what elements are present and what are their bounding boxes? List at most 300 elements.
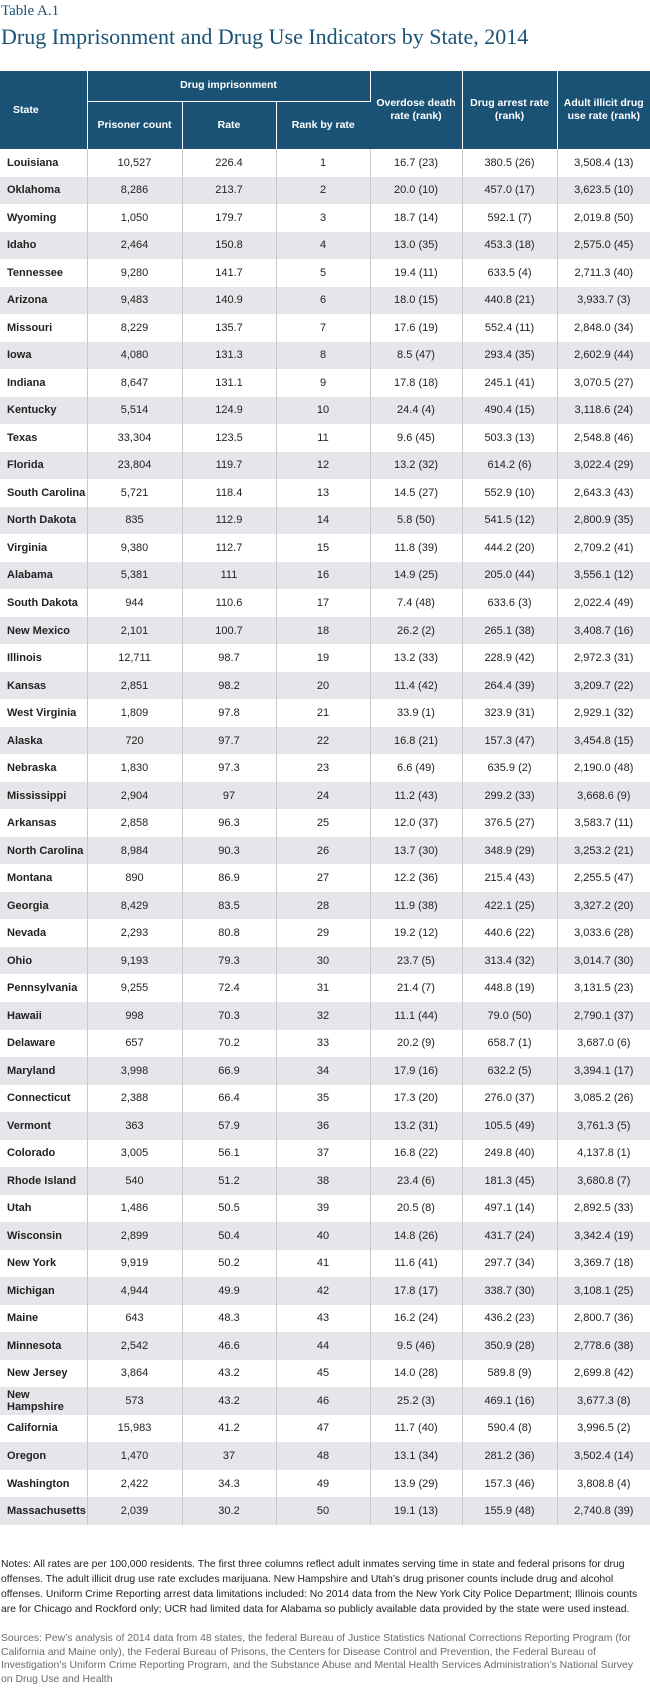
cell-state: Washington (0, 1470, 87, 1498)
cell-overdose: 12.2 (36) (370, 864, 462, 892)
header-drug-imprisonment: Drug imprisonment (87, 71, 370, 101)
cell-rate: 83.5 (182, 892, 276, 920)
cell-state: South Dakota (0, 589, 87, 617)
cell-state: Mississippi (0, 782, 87, 810)
cell-rank: 3 (276, 204, 370, 232)
cell-rank: 30 (276, 947, 370, 975)
cell-illicit: 3,556.1 (12) (557, 562, 650, 590)
cell-illicit: 2,740.8 (39) (557, 1497, 650, 1525)
cell-state: Connecticut (0, 1085, 87, 1113)
cell-rate: 46.6 (182, 1332, 276, 1360)
cell-state: Missouri (0, 314, 87, 342)
cell-illicit: 3,118.6 (24) (557, 397, 650, 425)
cell-rank: 6 (276, 287, 370, 315)
cell-arrest: 436.2 (23) (462, 1305, 557, 1333)
cell-state: Delaware (0, 1030, 87, 1058)
cell-rank: 29 (276, 919, 370, 947)
cell-arrest: 469.1 (16) (462, 1387, 557, 1415)
cell-overdose: 20.5 (8) (370, 1195, 462, 1223)
cell-rate: 98.2 (182, 672, 276, 700)
cell-state: Nebraska (0, 754, 87, 782)
cell-rank: 14 (276, 507, 370, 535)
table-row (0, 1195, 650, 1223)
cell-illicit: 2,778.6 (38) (557, 1332, 650, 1360)
cell-arrest: 215.4 (43) (462, 864, 557, 892)
cell-state: Texas (0, 424, 87, 452)
cell-illicit: 2,800.7 (36) (557, 1305, 650, 1333)
cell-rate: 97.8 (182, 699, 276, 727)
cell-prisoner-count: 1,470 (87, 1442, 182, 1470)
cell-overdose: 21.4 (7) (370, 974, 462, 1002)
cell-rate: 30.2 (182, 1497, 276, 1525)
cell-illicit: 3,342.4 (19) (557, 1222, 650, 1250)
cell-arrest: 592.1 (7) (462, 204, 557, 232)
table-row (0, 1277, 650, 1305)
cell-overdose: 13.0 (35) (370, 232, 462, 260)
cell-illicit: 2,602.9 (44) (557, 342, 650, 370)
table-row (0, 369, 650, 397)
cell-rate: 141.7 (182, 259, 276, 287)
cell-rank: 16 (276, 562, 370, 590)
cell-state: Maine (0, 1305, 87, 1333)
cell-rate: 97 (182, 782, 276, 810)
cell-illicit: 3,454.8 (15) (557, 727, 650, 755)
cell-prisoner-count: 10,527 (87, 149, 182, 177)
cell-prisoner-count: 1,050 (87, 204, 182, 232)
cell-rank: 17 (276, 589, 370, 617)
cell-rank: 19 (276, 644, 370, 672)
cell-state: Hawaii (0, 1002, 87, 1030)
table-row (0, 287, 650, 315)
table-row (0, 1305, 650, 1333)
cell-arrest: 299.2 (33) (462, 782, 557, 810)
header-prisoner-count: Prisoner count (87, 101, 182, 149)
table-row (0, 1497, 650, 1525)
table-row (0, 1085, 650, 1113)
cell-overdose: 11.2 (43) (370, 782, 462, 810)
cell-rank: 41 (276, 1250, 370, 1278)
cell-illicit: 2,022.4 (49) (557, 589, 650, 617)
cell-state: Virginia (0, 534, 87, 562)
cell-rank: 33 (276, 1030, 370, 1058)
cell-rate: 123.5 (182, 424, 276, 452)
table-row (0, 314, 650, 342)
cell-arrest: 281.2 (36) (462, 1442, 557, 1470)
cell-arrest: 276.0 (37) (462, 1085, 557, 1113)
table-row (0, 974, 650, 1002)
cell-prisoner-count: 2,851 (87, 672, 182, 700)
cell-rate: 80.8 (182, 919, 276, 947)
cell-rank: 28 (276, 892, 370, 920)
cell-rank: 11 (276, 424, 370, 452)
cell-prisoner-count: 33,304 (87, 424, 182, 452)
cell-illicit: 3,014.7 (30) (557, 947, 650, 975)
cell-illicit: 3,394.1 (17) (557, 1057, 650, 1085)
cell-illicit: 3,502.4 (14) (557, 1442, 650, 1470)
cell-overdose: 11.7 (40) (370, 1415, 462, 1443)
cell-prisoner-count: 3,864 (87, 1360, 182, 1388)
cell-state: Minnesota (0, 1332, 87, 1360)
cell-arrest: 633.6 (3) (462, 589, 557, 617)
cell-prisoner-count: 3,998 (87, 1057, 182, 1085)
cell-illicit: 2,575.0 (45) (557, 232, 650, 260)
cell-state: Michigan (0, 1277, 87, 1305)
cell-rank: 1 (276, 149, 370, 177)
cell-prisoner-count: 573 (87, 1387, 182, 1415)
header-illicit: Adult illicit drug use rate (rank) (557, 71, 650, 149)
cell-rank: 20 (276, 672, 370, 700)
cell-overdose: 20.0 (10) (370, 177, 462, 205)
cell-rank: 7 (276, 314, 370, 342)
cell-prisoner-count: 8,229 (87, 314, 182, 342)
cell-prisoner-count: 23,804 (87, 452, 182, 480)
cell-arrest: 448.8 (19) (462, 974, 557, 1002)
cell-rank: 43 (276, 1305, 370, 1333)
cell-illicit: 3,408.7 (16) (557, 617, 650, 645)
cell-overdose: 13.7 (30) (370, 837, 462, 865)
cell-overdose: 14.8 (26) (370, 1222, 462, 1250)
cell-rate: 97.3 (182, 754, 276, 782)
table-row (0, 232, 650, 260)
cell-illicit: 2,800.9 (35) (557, 507, 650, 535)
header-arrest: Drug arrest rate (rank) (462, 71, 557, 149)
table-row (0, 1470, 650, 1498)
cell-state: Georgia (0, 892, 87, 920)
cell-overdose: 14.5 (27) (370, 479, 462, 507)
cell-arrest: 614.2 (6) (462, 452, 557, 480)
cell-rate: 56.1 (182, 1140, 276, 1168)
cell-state: Oklahoma (0, 177, 87, 205)
cell-state: New Mexico (0, 617, 87, 645)
table-row (0, 424, 650, 452)
cell-rate: 112.9 (182, 507, 276, 535)
cell-rank: 34 (276, 1057, 370, 1085)
cell-prisoner-count: 15,983 (87, 1415, 182, 1443)
header-state: State (0, 71, 87, 149)
cell-overdose: 14.0 (28) (370, 1360, 462, 1388)
table-row (0, 1250, 650, 1278)
cell-state: Maryland (0, 1057, 87, 1085)
cell-state: Wyoming (0, 204, 87, 232)
cell-overdose: 17.6 (19) (370, 314, 462, 342)
cell-prisoner-count: 2,899 (87, 1222, 182, 1250)
cell-illicit: 3,327.2 (20) (557, 892, 650, 920)
cell-rate: 97.7 (182, 727, 276, 755)
cell-rank: 38 (276, 1167, 370, 1195)
cell-arrest: 422.1 (25) (462, 892, 557, 920)
cell-illicit: 3,808.8 (4) (557, 1470, 650, 1498)
cell-arrest: 635.9 (2) (462, 754, 557, 782)
table-header (0, 71, 650, 149)
cell-overdose: 8.5 (47) (370, 342, 462, 370)
cell-arrest: 249.8 (40) (462, 1140, 557, 1168)
cell-prisoner-count: 9,280 (87, 259, 182, 287)
cell-rank: 21 (276, 699, 370, 727)
cell-illicit: 3,583.7 (11) (557, 809, 650, 837)
cell-arrest: 155.9 (48) (462, 1497, 557, 1525)
cell-rank: 48 (276, 1442, 370, 1470)
cell-rank: 4 (276, 232, 370, 260)
cell-arrest: 338.7 (30) (462, 1277, 557, 1305)
cell-prisoner-count: 8,647 (87, 369, 182, 397)
table-row (0, 1057, 650, 1085)
cell-state: Kansas (0, 672, 87, 700)
cell-illicit: 3,108.1 (25) (557, 1277, 650, 1305)
cell-illicit: 3,070.5 (27) (557, 369, 650, 397)
cell-rank: 42 (276, 1277, 370, 1305)
cell-state: Montana (0, 864, 87, 892)
cell-arrest: 245.1 (41) (462, 369, 557, 397)
cell-illicit: 2,643.3 (43) (557, 479, 650, 507)
table-row (0, 1415, 650, 1443)
cell-overdose: 12.0 (37) (370, 809, 462, 837)
cell-rank: 35 (276, 1085, 370, 1113)
cell-overdose: 11.4 (42) (370, 672, 462, 700)
cell-arrest: 497.1 (14) (462, 1195, 557, 1223)
cell-overdose: 17.9 (16) (370, 1057, 462, 1085)
cell-illicit: 2,848.0 (34) (557, 314, 650, 342)
cell-state: Pennsylvania (0, 974, 87, 1002)
cell-illicit: 3,508.4 (13) (557, 149, 650, 177)
cell-state: Rhode Island (0, 1167, 87, 1195)
table-row (0, 1332, 650, 1360)
cell-state: Arizona (0, 287, 87, 315)
cell-state: Ohio (0, 947, 87, 975)
cell-prisoner-count: 4,080 (87, 342, 182, 370)
cell-state: North Dakota (0, 507, 87, 535)
table-row (0, 452, 650, 480)
cell-overdose: 16.8 (21) (370, 727, 462, 755)
cell-overdose: 19.4 (11) (370, 259, 462, 287)
cell-overdose: 11.6 (41) (370, 1250, 462, 1278)
cell-rank: 36 (276, 1112, 370, 1140)
cell-prisoner-count: 9,919 (87, 1250, 182, 1278)
sources: Sources: Pew’s analysis of 2014 data from 48 states, the federal Bureau of Justice Statistics National Corrections Reporting Program (for California and Maine only), the Federal Bureau of Prisons, the Centers for Disease Control and Prevention, the Federal Bureau of Investigation’s Uniform Crime Reporting Program, and the Substance Abuse and Mental Health Services Administration’s National Survey on Drug Use and Health (1, 1633, 634, 1685)
cell-illicit: 3,022.4 (29) (557, 452, 650, 480)
cell-illicit: 3,253.2 (21) (557, 837, 650, 865)
cell-prisoner-count: 363 (87, 1112, 182, 1140)
cell-prisoner-count: 835 (87, 507, 182, 535)
cell-rate: 112.7 (182, 534, 276, 562)
cell-arrest: 293.4 (35) (462, 342, 557, 370)
cell-overdose: 7.4 (48) (370, 589, 462, 617)
cell-overdose: 11.8 (39) (370, 534, 462, 562)
cell-overdose: 23.4 (6) (370, 1167, 462, 1195)
cell-state: Nevada (0, 919, 87, 947)
cell-state: South Carolina (0, 479, 87, 507)
cell-state: New Jersey (0, 1360, 87, 1388)
cell-rank: 47 (276, 1415, 370, 1443)
cell-rate: 66.4 (182, 1085, 276, 1113)
table-row (0, 397, 650, 425)
cell-rate: 41.2 (182, 1415, 276, 1443)
cell-state: West Virginia (0, 699, 87, 727)
cell-overdose: 18.7 (14) (370, 204, 462, 232)
cell-state: Kentucky (0, 397, 87, 425)
cell-rank: 9 (276, 369, 370, 397)
cell-overdose: 13.1 (34) (370, 1442, 462, 1470)
cell-state: Iowa (0, 342, 87, 370)
cell-illicit: 3,687.0 (6) (557, 1030, 650, 1058)
cell-rate: 49.9 (182, 1277, 276, 1305)
cell-prisoner-count: 2,422 (87, 1470, 182, 1498)
cell-illicit: 2,711.3 (40) (557, 259, 650, 287)
cell-rank: 12 (276, 452, 370, 480)
cell-arrest: 658.7 (1) (462, 1030, 557, 1058)
cell-state: California (0, 1415, 87, 1443)
cell-overdose: 17.8 (17) (370, 1277, 462, 1305)
cell-overdose: 20.2 (9) (370, 1030, 462, 1058)
cell-rank: 15 (276, 534, 370, 562)
table-row (0, 1112, 650, 1140)
cell-prisoner-count: 720 (87, 727, 182, 755)
cell-rate: 124.9 (182, 397, 276, 425)
cell-prisoner-count: 540 (87, 1167, 182, 1195)
cell-rank: 24 (276, 782, 370, 810)
cell-prisoner-count: 3,005 (87, 1140, 182, 1168)
cell-illicit: 2,548.8 (46) (557, 424, 650, 452)
cell-rate: 226.4 (182, 149, 276, 177)
cell-prisoner-count: 2,858 (87, 809, 182, 837)
cell-overdose: 17.3 (20) (370, 1085, 462, 1113)
cell-illicit: 2,699.8 (42) (557, 1360, 650, 1388)
cell-rank: 22 (276, 727, 370, 755)
table-row (0, 562, 650, 590)
cell-state: Florida (0, 452, 87, 480)
cell-state: Wisconsin (0, 1222, 87, 1250)
cell-overdose: 13.9 (29) (370, 1470, 462, 1498)
cell-prisoner-count: 2,388 (87, 1085, 182, 1113)
cell-rate: 90.3 (182, 837, 276, 865)
cell-state: Oregon (0, 1442, 87, 1470)
cell-state: Colorado (0, 1140, 87, 1168)
cell-prisoner-count: 12,711 (87, 644, 182, 672)
table-row (0, 892, 650, 920)
cell-prisoner-count: 1,486 (87, 1195, 182, 1223)
cell-rank: 26 (276, 837, 370, 865)
cell-rate: 135.7 (182, 314, 276, 342)
table-row (0, 1360, 650, 1388)
cell-prisoner-count: 5,514 (87, 397, 182, 425)
cell-illicit: 3,680.8 (7) (557, 1167, 650, 1195)
cell-arrest: 205.0 (44) (462, 562, 557, 590)
table-row (0, 534, 650, 562)
cell-rank: 46 (276, 1387, 370, 1415)
table-row (0, 1387, 650, 1415)
cell-arrest: 350.9 (28) (462, 1332, 557, 1360)
cell-prisoner-count: 5,721 (87, 479, 182, 507)
cell-rank: 5 (276, 259, 370, 287)
cell-state: Idaho (0, 232, 87, 260)
table-row (0, 837, 650, 865)
cell-illicit: 3,623.5 (10) (557, 177, 650, 205)
cell-illicit: 3,131.5 (23) (557, 974, 650, 1002)
header-rate: Rate (182, 101, 276, 149)
cell-overdose: 9.6 (45) (370, 424, 462, 452)
cell-arrest: 552.4 (11) (462, 314, 557, 342)
page-title: Drug Imprisonment and Drug Use Indicators by State, 2014 (1, 24, 529, 49)
table-row (0, 589, 650, 617)
cell-overdose: 13.2 (32) (370, 452, 462, 480)
cell-overdose: 23.7 (5) (370, 947, 462, 975)
cell-arrest: 380.5 (26) (462, 149, 557, 177)
cell-illicit: 4,137.8 (1) (557, 1140, 650, 1168)
cell-arrest: 228.9 (42) (462, 644, 557, 672)
cell-rate: 213.7 (182, 177, 276, 205)
cell-prisoner-count: 1,809 (87, 699, 182, 727)
cell-arrest: 552.9 (10) (462, 479, 557, 507)
table-row (0, 644, 650, 672)
cell-rank: 13 (276, 479, 370, 507)
cell-arrest: 297.7 (34) (462, 1250, 557, 1278)
table-row (0, 1002, 650, 1030)
cell-rate: 79.3 (182, 947, 276, 975)
cell-rank: 8 (276, 342, 370, 370)
cell-arrest: 264.4 (39) (462, 672, 557, 700)
cell-arrest: 590.4 (8) (462, 1415, 557, 1443)
cell-rate: 70.3 (182, 1002, 276, 1030)
cell-illicit: 3,996.5 (2) (557, 1415, 650, 1443)
notes: Notes: All rates are per 100,000 residents. The first three columns reflect adult inmates serving time in state and federal prisons for drug offenses. The adult illicit drug use rate excludes marijuana. New Hampshire and Utah’s drug prisoner counts include drug and alcohol offenses. Uniform Crime Reporting arrest data limitations included: No 2014 data from the New York City Police Department; Illinois counts are for Chicago and Rockford only; UCR had limited data for Alabama so publicly available data provided by the state were used instead. (1, 1559, 638, 1615)
table-row (0, 617, 650, 645)
cell-overdose: 5.8 (50) (370, 507, 462, 535)
cell-rate: 48.3 (182, 1305, 276, 1333)
cell-rate: 131.1 (182, 369, 276, 397)
cell-state: Illinois (0, 644, 87, 672)
cell-overdose: 13.2 (33) (370, 644, 462, 672)
cell-rank: 44 (276, 1332, 370, 1360)
cell-arrest: 105.5 (49) (462, 1112, 557, 1140)
table-label: Table A.1 (1, 3, 60, 19)
cell-arrest: 503.3 (13) (462, 424, 557, 452)
cell-overdose: 33.9 (1) (370, 699, 462, 727)
cell-state: New Hampshire (0, 1387, 87, 1415)
cell-illicit: 2,255.5 (47) (557, 864, 650, 892)
table-row (0, 809, 650, 837)
table-row (0, 177, 650, 205)
cell-rate: 70.2 (182, 1030, 276, 1058)
cell-illicit: 2,972.3 (31) (557, 644, 650, 672)
header-overdose: Overdose death rate (rank) (370, 71, 462, 149)
table-row (0, 672, 650, 700)
header-rank-by-rate: Rank by rate (276, 101, 370, 149)
cell-overdose: 25.2 (3) (370, 1387, 462, 1415)
cell-overdose: 6.6 (49) (370, 754, 462, 782)
cell-prisoner-count: 1,830 (87, 754, 182, 782)
cell-arrest: 440.8 (21) (462, 287, 557, 315)
table-row (0, 1140, 650, 1168)
cell-prisoner-count: 4,944 (87, 1277, 182, 1305)
table-row (0, 204, 650, 232)
cell-prisoner-count: 2,039 (87, 1497, 182, 1525)
cell-overdose: 19.1 (13) (370, 1497, 462, 1525)
cell-arrest: 589.8 (9) (462, 1360, 557, 1388)
cell-rate: 96.3 (182, 809, 276, 837)
cell-prisoner-count: 998 (87, 1002, 182, 1030)
cell-prisoner-count: 2,904 (87, 782, 182, 810)
cell-prisoner-count: 2,101 (87, 617, 182, 645)
cell-rank: 23 (276, 754, 370, 782)
cell-illicit: 2,190.0 (48) (557, 754, 650, 782)
cell-rank: 49 (276, 1470, 370, 1498)
cell-arrest: 541.5 (12) (462, 507, 557, 535)
cell-rate: 72.4 (182, 974, 276, 1002)
cell-arrest: 181.3 (45) (462, 1167, 557, 1195)
cell-prisoner-count: 9,193 (87, 947, 182, 975)
cell-prisoner-count: 8,984 (87, 837, 182, 865)
cell-illicit: 2,709.2 (41) (557, 534, 650, 562)
cell-rank: 10 (276, 397, 370, 425)
